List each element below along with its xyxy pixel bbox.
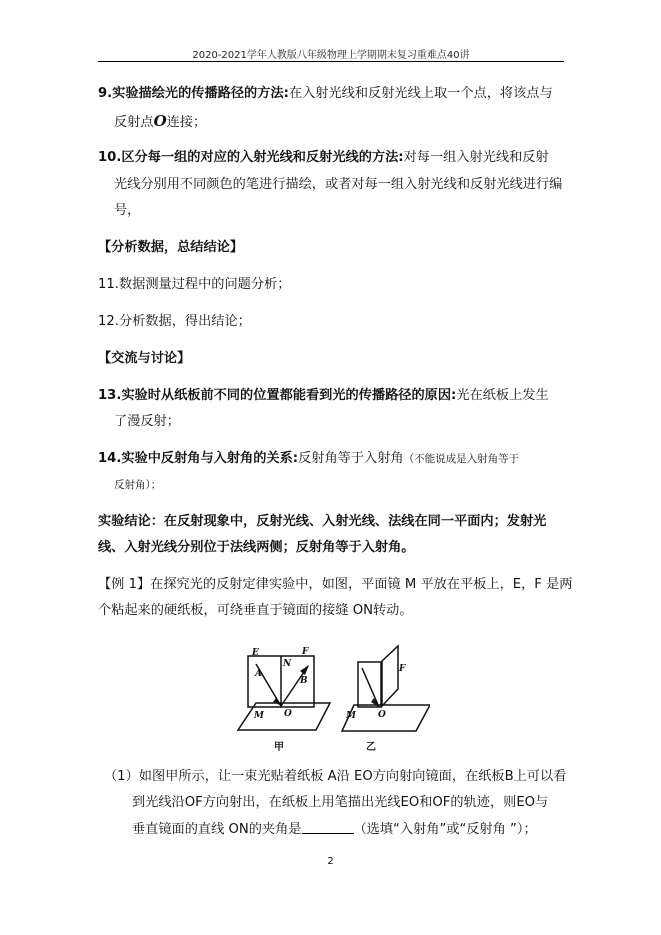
item-9-line-2: [114, 111, 206, 133]
item-9-text-a: 在入射光线和反射光线上取一个点，将该点与: [288, 86, 553, 101]
item-10-label: 10.区分每一组的对应的入射光线和反射光线的方法:: [98, 150, 404, 165]
conclusion-line-1: 实验结论：在反射现象中，反射光线、入射光线、法线在同一平面内；发射光: [98, 514, 547, 529]
question-1-text-a: 垂直镜面的直线 ON的夹角是: [132, 822, 302, 837]
arrowhead-left-out: [300, 665, 309, 675]
item-9-label: 9.实验描绘光的传播路径的方法:: [98, 86, 289, 101]
item-9-line-1: [98, 84, 553, 104]
item-11: 11.数据测量过程中的问题分析；: [98, 277, 291, 292]
label-e: E: [252, 648, 259, 658]
item-13-label: 13.实验时从纸板前不同的位置都能看到光的传播路径的原因:: [98, 388, 457, 403]
label-o: O: [284, 709, 292, 719]
incident-ray-right: [362, 668, 379, 707]
item-10-line-2: 光线分别用不同颜色的笔进行描绘，或者对每一组入射光线和反射光线进行编: [114, 177, 563, 192]
board-right-f: [382, 646, 398, 706]
reflection-point-o: O: [153, 112, 167, 130]
item-13-text-a: 光在纸板上发生: [456, 388, 549, 403]
question-1-line-1: （1）如图甲所示，让一束光贴着纸板 A沿 EO方向射向镜面，在纸板B上可以看: [104, 769, 567, 784]
example-line-2: 个粘起来的硬纸板，可绕垂直于镜面的接缝 ON转动。: [98, 603, 413, 618]
header-rule: [98, 61, 564, 62]
item-14-label: 14.实验中反射角与入射角的关系:: [98, 451, 299, 466]
question-1-line-3: [132, 820, 537, 840]
item-10-line-3: 号，: [114, 203, 141, 218]
label-f: F: [302, 647, 309, 657]
label-m: M: [254, 711, 264, 721]
item-13-line-2: 了漫反射；: [114, 414, 180, 429]
question-1-text-b: （选填“入射角”或“反射角 ”）；: [353, 822, 537, 837]
item-14-note-b: 反射角）；: [114, 479, 162, 491]
section-analyze-data: 【分析数据，总结结论】: [98, 240, 244, 255]
label-m-right: M: [346, 711, 356, 721]
label-f-right: F: [399, 664, 406, 674]
label-b: B: [300, 676, 308, 686]
label-o-right: O: [378, 710, 386, 720]
example-line-1: 【例 1】在探究光的反射定律实验中，如图，平面镜 M 平放在平板上，E，F 是两: [98, 577, 573, 592]
item-10-text-a: 对每一组入射光线和反射: [403, 150, 549, 165]
page-header: 2020-2021学年人教版八年级物理上学期期末复习重难点40讲: [192, 50, 470, 61]
caption-right: 乙: [366, 742, 376, 753]
item-12: 12.分析数据，得出结论；: [98, 314, 251, 329]
section-discussion: 【交流与讨论】: [98, 351, 191, 366]
item-9-text-b1: 反射点: [114, 115, 154, 130]
question-1-line-2: 到光线沿OF方向射出，在纸板上用笔描出光线EO和OF的轨迹，则EO与: [132, 795, 549, 810]
answer-blank[interactable]: [302, 820, 354, 834]
item-9-text-b2: 连接；: [166, 115, 207, 130]
item-14-note-a: （不能说成是入射角等于: [403, 453, 520, 465]
conclusion-line-2: 线、入射光线分别位于法线两侧；反射角等于入射角。: [98, 540, 415, 555]
caption-left: 甲: [274, 742, 284, 753]
item-14-text-a: 反射角等于入射角: [298, 451, 404, 466]
item-14-line-1: [98, 449, 519, 469]
reflection-experiment-figure: [236, 643, 430, 755]
label-a: A: [255, 669, 262, 679]
label-n: N: [283, 659, 292, 669]
page-number: 2: [327, 856, 334, 867]
item-10-line-1: [98, 148, 549, 168]
item-13-line-1: [98, 386, 549, 406]
